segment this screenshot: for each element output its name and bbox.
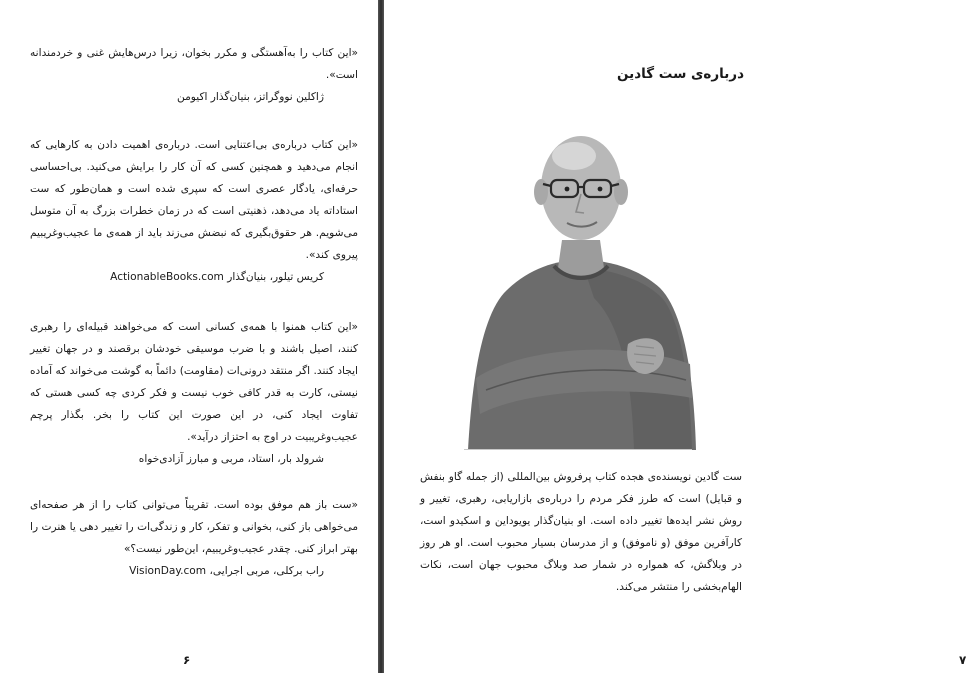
quote-author: کریس تیلور، بنیان‌گذار ActionableBooks.com	[110, 271, 324, 283]
quote-author: شرولد بار، استاد، مربی و مبارز آزادی‌خواه	[138, 453, 324, 465]
quote-block-3	[30, 316, 358, 470]
quote-block-1	[30, 42, 358, 108]
quote-block-4	[30, 494, 358, 582]
quote-block-2	[30, 134, 358, 288]
quote-text: «ست باز هم موفق بوده است. تقریباً می‌توانی کتاب را از هر صفحه‌ای می‌خواهی باز کنی، بخوانی و تفکر، کار و زندگی‌ات را تغییر دهی یا هنرت را بهتر ابراز کنی. چقدر عجیب‌وغریبیم، این‌طور نیست؟»	[30, 499, 358, 555]
author-photo	[464, 128, 699, 450]
quote-author: راب برکلی، مربی اجرایی، VisionDay.com	[129, 565, 324, 577]
right-ear	[614, 179, 628, 205]
left-ear	[534, 179, 548, 205]
quote-author: ژاکلین نووگراتز، بنیان‌گذار اکیومن	[177, 91, 324, 103]
page-number: ۶	[183, 653, 191, 667]
author-bio: ست گادین نویسنده‌ی هجده کتاب پرفروش بین‌المللی (از جمله گاو بنفش و قبایل) است که طرز فکر مردم را درباره‌ی بازاریابی، رهبری، تغییر و روش نشر ایده‌ها تغییر داده است. او بنیان‌گذار یویوداین و اسکیدو است، کارآفرین موفق (و ناموفق) و از مدرسان بسیار محبوب است. او هر روز در وبلاگش، که همواره در شمار صد وبلاگ محبوب جهان است، نکات الهام‌بخشی را منتشر می‌کند.	[420, 471, 742, 593]
neck	[558, 240, 604, 276]
left-page	[0, 0, 378, 673]
quote-text: «این کتاب درباره‌ی بی‌اعتنایی است. درباره‌ی اهمیت دادن به کارهایی که انجام می‌دهید و همچنین کسی که آن کار را برایش می‌کنید. بی‌احساسی حرفه‌ای، یادگار عصری است که سپری شده است و همان‌طور که ست استاداته یاد می‌دهد، ذهنیتی است که در زمان خطرات بزرگ به آن متوسل می‌شویم. هر حقوق‌بگیری که نبضش می‌زند باید از همه‌ی ما عجیب‌وغریبیم پیروی کند».	[30, 139, 358, 261]
head-highlight	[552, 142, 596, 170]
photo-divider	[464, 449, 692, 450]
page-number: ۷	[959, 653, 966, 667]
quote-text: «این کتاب همنوا با همه‌ی کسانی است که می‌خواهند قبیله‌ای را رهبری کنند، اصیل باشند و با ضرب موسیقی خودشان برقصند و در جهان تغییر ایجاد کنند. اگر منتقد درونی‌ات (مقاومت) دائماً به گوشت می‌خواند که آماده نیستی، کارت به قدر کافی خوب نیست و فکر کردی چه کسی هستی که تفاوت ایجاد کنی، در این صورت این کتاب را بخر. بگذار پرچم عجیب‌وغریبیت در اوج به احتزاز درآید».	[30, 321, 358, 443]
page-title: درباره‌ی ست گادین	[617, 66, 744, 82]
quote-text: «این کتاب را به‌آهستگی و مکرر بخوان، زیرا درس‌هایش غنی و خردمندانه است».	[30, 47, 358, 81]
right-page	[384, 0, 966, 673]
